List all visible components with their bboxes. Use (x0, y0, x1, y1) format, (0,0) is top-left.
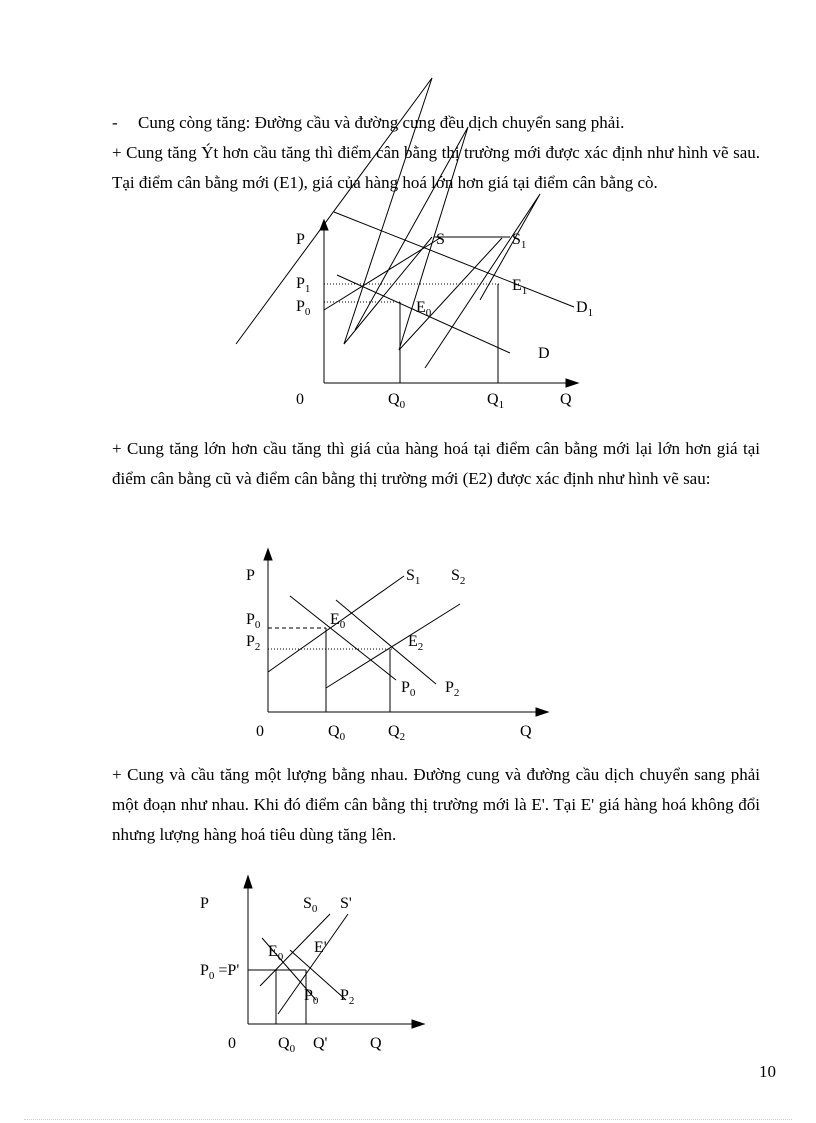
fig2-label-p2: $P_2$ (246, 633, 261, 653)
fig3-label-p: P (200, 895, 209, 912)
fig3-label-origin: 0 (228, 1035, 236, 1052)
fig3-y-arrow (244, 876, 252, 888)
fig2-label-q0: $Q_0$ (328, 723, 346, 743)
paragraph-supply-greater-than-demand: + Cung tăng lớn hơn cầu tăng thì giá của hàng hoá tại điểm cân bằng mới lại lớn hơn giá tại điểm cân bằng cũ và điểm cân bằng thị trường mới (E2) được xác định như hình vẽ sau: (112, 439, 760, 488)
fig3-label-d2: $P_2$ (340, 987, 355, 1007)
fig2-label-d0: $P_0$ (401, 679, 416, 699)
fig2-label-origin: 0 (256, 723, 264, 740)
fig1-label-q0: $Q_0$ (388, 391, 406, 411)
bullet-text: Cung còng tăng: Đường cầu và đường cung đều dịch chuyển sang phải. (138, 113, 625, 132)
fig3-x-arrow (412, 1020, 424, 1028)
bullet-dash: - (112, 113, 118, 132)
fig3-label-p0eq: $P_0 =P'$ (200, 962, 240, 982)
fig1-label-q1: $Q_1$ (487, 391, 505, 411)
fig3-label-sprime: S' (340, 895, 352, 912)
fig3-label-eprime: E' (314, 939, 327, 956)
fig1-label-s1: $S_1$ (512, 231, 527, 251)
fig2-label-q2: $Q_2$ (388, 723, 406, 743)
fig1-label-d: D (538, 345, 550, 362)
fig2-label-s2: $S_2$ (451, 567, 466, 587)
fig1-label-p: P (296, 231, 305, 248)
fig1-label-e0: $E_0$ (416, 299, 432, 319)
footer-rule (24, 1119, 792, 1120)
fig2-label-e0: $E_0$ (330, 611, 346, 631)
fig3-label-q: Q (370, 1035, 382, 1052)
fig3-label-q0: $Q_0$ (278, 1035, 296, 1055)
fig3-label-e0: $E_0$ (268, 943, 284, 963)
fig1-label-q: Q (560, 391, 572, 408)
fig1-label-e1: $E_1$ (512, 277, 528, 297)
fig2-label-q: Q (520, 723, 532, 740)
fig1-label-d1: $D_1$ (576, 299, 594, 319)
fig2-label-e2: $E_2$ (408, 633, 424, 653)
fig2-label-s1: $S_1$ (406, 567, 421, 587)
fig1-label-s: S (436, 231, 445, 248)
fig2-label-p: P (246, 567, 255, 584)
fig1-label-origin: 0 (296, 391, 304, 408)
fig1-label-p1: $P_1$ (296, 275, 311, 295)
paragraph-supply-less-than-demand: + Cung tăng Ýt hơn cầu tăng thì điểm cân bằng thị trường mới được xác định như hình vẽ sau. Tại điểm cân bằng mới (E1), giá của hàng hoá lớn hơn giá tại điểm cân bằng cò. (112, 143, 760, 192)
fig2-label-d2: $P_2$ (445, 679, 460, 699)
paragraph-equal-increase: + Cung và cầu tăng một lượng bằng nhau. Đường cung và đường cầu dịch chuyển sang phải một đoạn như nhau. Khi đó điểm cân bằng thị trường mới là E'. Tại E' giá hàng hoá không đổi nhưng lượng hàng hoá tiêu dùng tăng lên. (112, 765, 760, 844)
fig3-label-s0: $S_0$ (303, 895, 318, 915)
page-number: 10 (759, 1062, 776, 1081)
fig3-label-qprime: Q' (313, 1035, 328, 1052)
fig1-label-p0: $P_0$ (296, 298, 311, 318)
fig3-label-d0: $P_0$ (304, 987, 319, 1007)
fig2-label-p0: $P_0$ (246, 611, 261, 631)
